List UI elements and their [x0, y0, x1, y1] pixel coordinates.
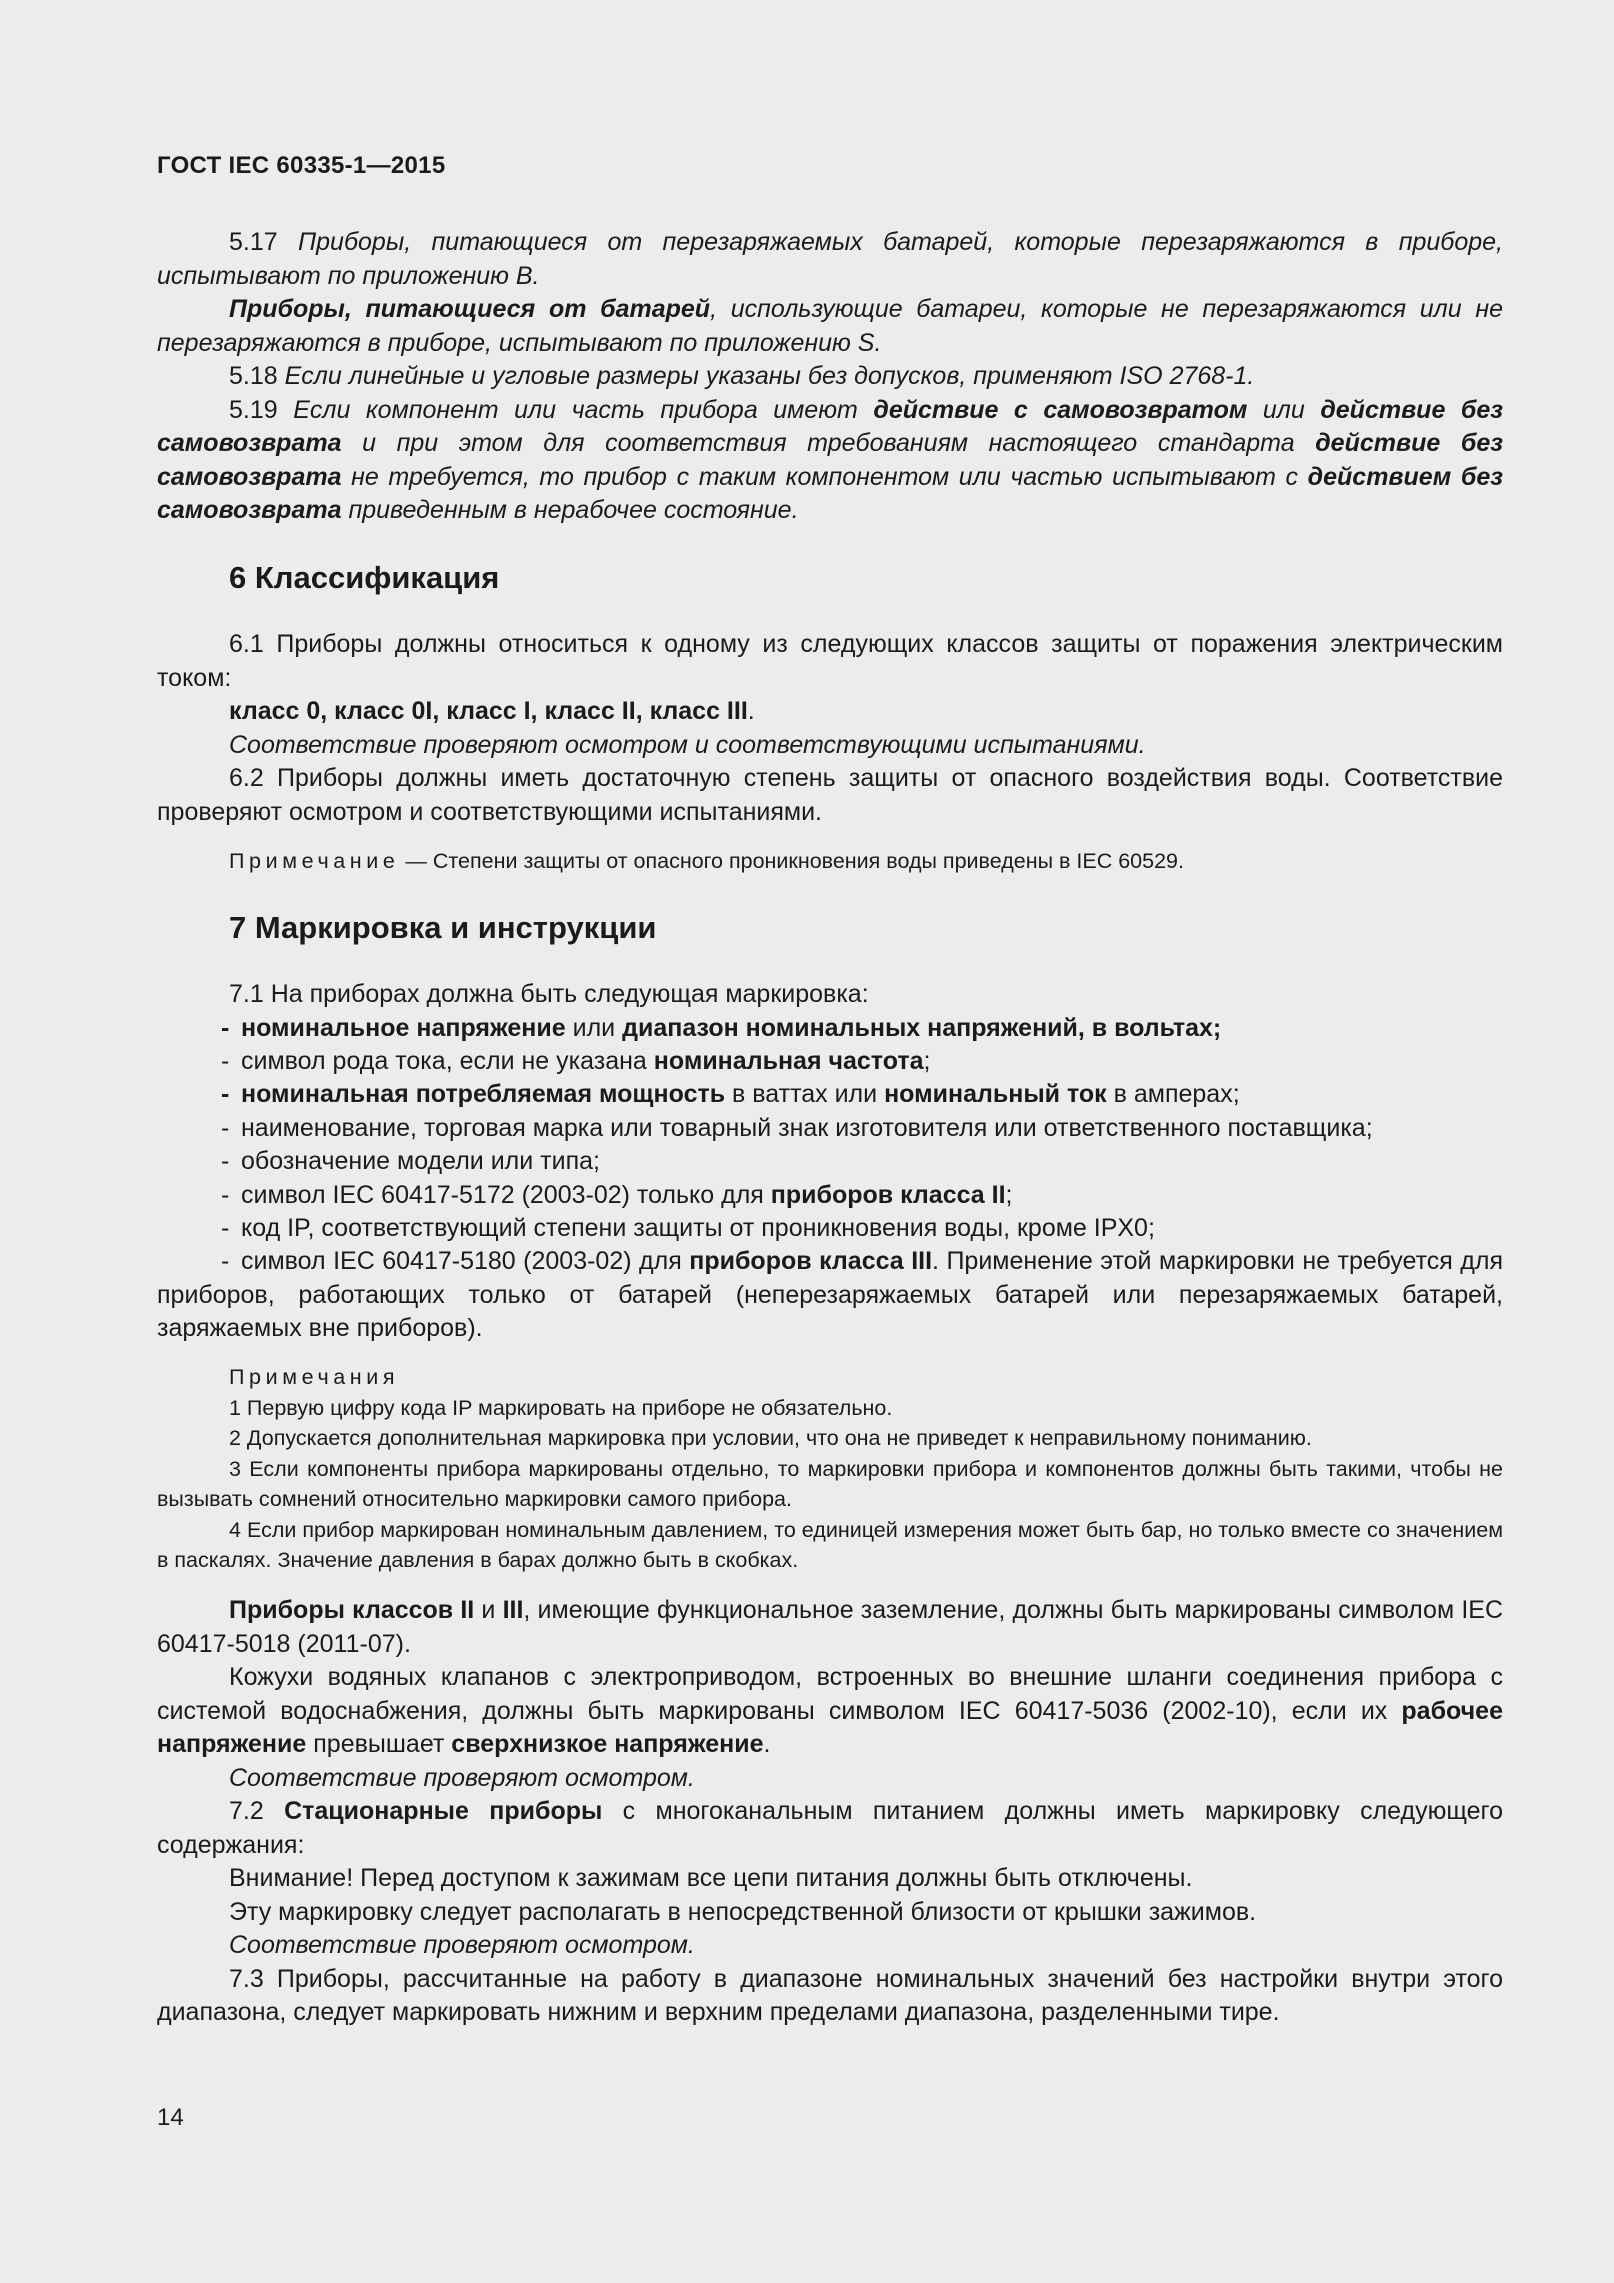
marking-item-last: - символ IEC 60417-5180 (2003-02) для приборов класса III. Применение этой маркировки не требуется для приборов, работающих только от батарей (неперезаряжаемых батарей или перезаряжаемых батарей, заряжаемых вне приборов). — [157, 1247, 1503, 1343]
section-7-heading: 7 Маркировка и инструкции — [229, 910, 657, 945]
notes-7-1 — [157, 1362, 1503, 1576]
note-item: 2 Допускается дополнительная маркировка при условии, что она не приведет к неправильному пониманию. — [229, 1426, 1312, 1450]
clause-7-1-block — [157, 978, 1503, 1346]
marking-item: - символ рода тока, если не указана номинальная частота; — [221, 1046, 931, 1075]
notes-label: Примечания — [229, 1365, 400, 1389]
compliance-check-7-2: Соответствие проверяют осмотром. — [229, 1931, 695, 1959]
clauses-5 — [157, 226, 1503, 528]
warning-text: Внимание! Перед доступом к зажимам все цепи питания должны быть отключены. — [229, 1864, 1193, 1892]
clause-6-2: 6.2 Приборы должны иметь достаточную степень защиты от опасного воздействия воды. Соответствие проверяют осмотром и соответствующими испытаниями. — [157, 764, 1503, 826]
protection-classes: класс 0, класс 0I, класс I, класс II, класс III. — [229, 697, 755, 725]
clause-7-1: 7.1 На приборах должна быть следующая маркировка: — [229, 980, 869, 1008]
clause-5-17: 5.17 Приборы, питающиеся от перезаряжаемых батарей, которые перезаряжаются в приборе, испытывают по приложению B. — [157, 228, 1503, 290]
compliance-check-6-1: Соответствие проверяют осмотром и соответствующими испытаниями. — [229, 730, 1146, 759]
marking-item: - номинальное напряжение или диапазон номинальных напряжений, в вольтах; — [221, 1013, 1222, 1042]
document-header: ГОСТ IEC 60335-1—2015 — [157, 152, 446, 179]
classes-earthing: Приборы классов II и III, имеющие функциональное заземление, должны быть маркированы символом IEC 60417-5018 (2011-07). — [157, 1596, 1503, 1658]
water-valves: Кожухи водяных клапанов с электроприводом, встроенных во внешние шланги соединения прибора с системой водоснабжения, должны быть маркированы символом IEC 60417-5036 (2002-10), если их рабочее напряжение превышает сверхнизкое напряжение. — [157, 1663, 1503, 1758]
section-6-body — [157, 628, 1503, 829]
marking-item: - наименование, торговая марка или товарный знак изготовителя или ответственного поставщика; — [221, 1113, 1373, 1142]
clause-7-3: 7.3 Приборы, рассчитанные на работу в диапазоне номинальных значений без настройки внутри этого диапазона, следует маркировать нижним и верхним пределами диапазона, разделенными тире. — [157, 1964, 1503, 2026]
marking-item: - номинальная потребляемая мощность в ваттах или номинальный ток в амперах; — [221, 1080, 1240, 1109]
note-item: 3 Если компоненты прибора маркированы отдельно, то маркировки прибора и компонентов должны быть такими, чтобы не вызывать сомнений относительно маркировки самого прибора. — [157, 1456, 1503, 1511]
clause-5-19: 5.19 Если компонент или часть прибора имеют действие с самовозвратом или действие без самовозврата и при этом для соответствия требованиям настоящего стандарта действие без самовозврата не требуется, то прибор с таким компонентом или частью испытывают с действием без самовозврата приведенным в нерабочее состояние. — [157, 395, 1504, 524]
placement-text: Эту маркировку следует располагать в непосредственной близости от крышки зажимов. — [229, 1897, 1257, 1926]
note-6-2: Примечание — Степени защиты от опасного проникновения воды приведены в IEC 60529. — [229, 849, 1184, 873]
page-number: 14 — [157, 2104, 184, 2131]
clause-6-1: 6.1 Приборы должны относиться к одному из следующих классов защиты от поражения электрическим током: — [157, 630, 1503, 692]
clause-5-18: 5.18 Если линейные и угловые размеры указаны без допусков, применяют ISO 2768-1. — [229, 362, 1255, 390]
marking-item: - символ IEC 60417-5172 (2003-02) только для приборов класса II; — [221, 1180, 1013, 1209]
section-6-heading: 6 Классификация — [229, 560, 500, 595]
clauses-7-body — [157, 1594, 1503, 2030]
marking-item: - обозначение модели или типа; — [221, 1147, 600, 1176]
clause-5-17-batteries: Приборы, питающиеся от батарей, использующие батареи, которые не перезаряжаются или не перезаряжаются в приборе, испытывают по приложению S. — [157, 295, 1503, 357]
note-item: 1 Первую цифру кода IP маркировать на приборе не обязательно. — [229, 1395, 893, 1420]
clause-7-2: 7.2 Стационарные приборы с многоканальным питанием должны иметь маркировку следующего содержания: — [157, 1797, 1504, 1859]
compliance-check-7-1: Соответствие проверяют осмотром. — [229, 1763, 695, 1792]
note-item: 4 Если прибор маркирован номинальным давлением, то единицей измерения может быть бар, но только вместе со значением в паскалях. Значение давления в барах должно быть в скобках. — [157, 1517, 1503, 1572]
marking-item: - код IP, соответствующий степени защиты от проникновения воды, кроме IPX0; — [221, 1213, 1155, 1242]
